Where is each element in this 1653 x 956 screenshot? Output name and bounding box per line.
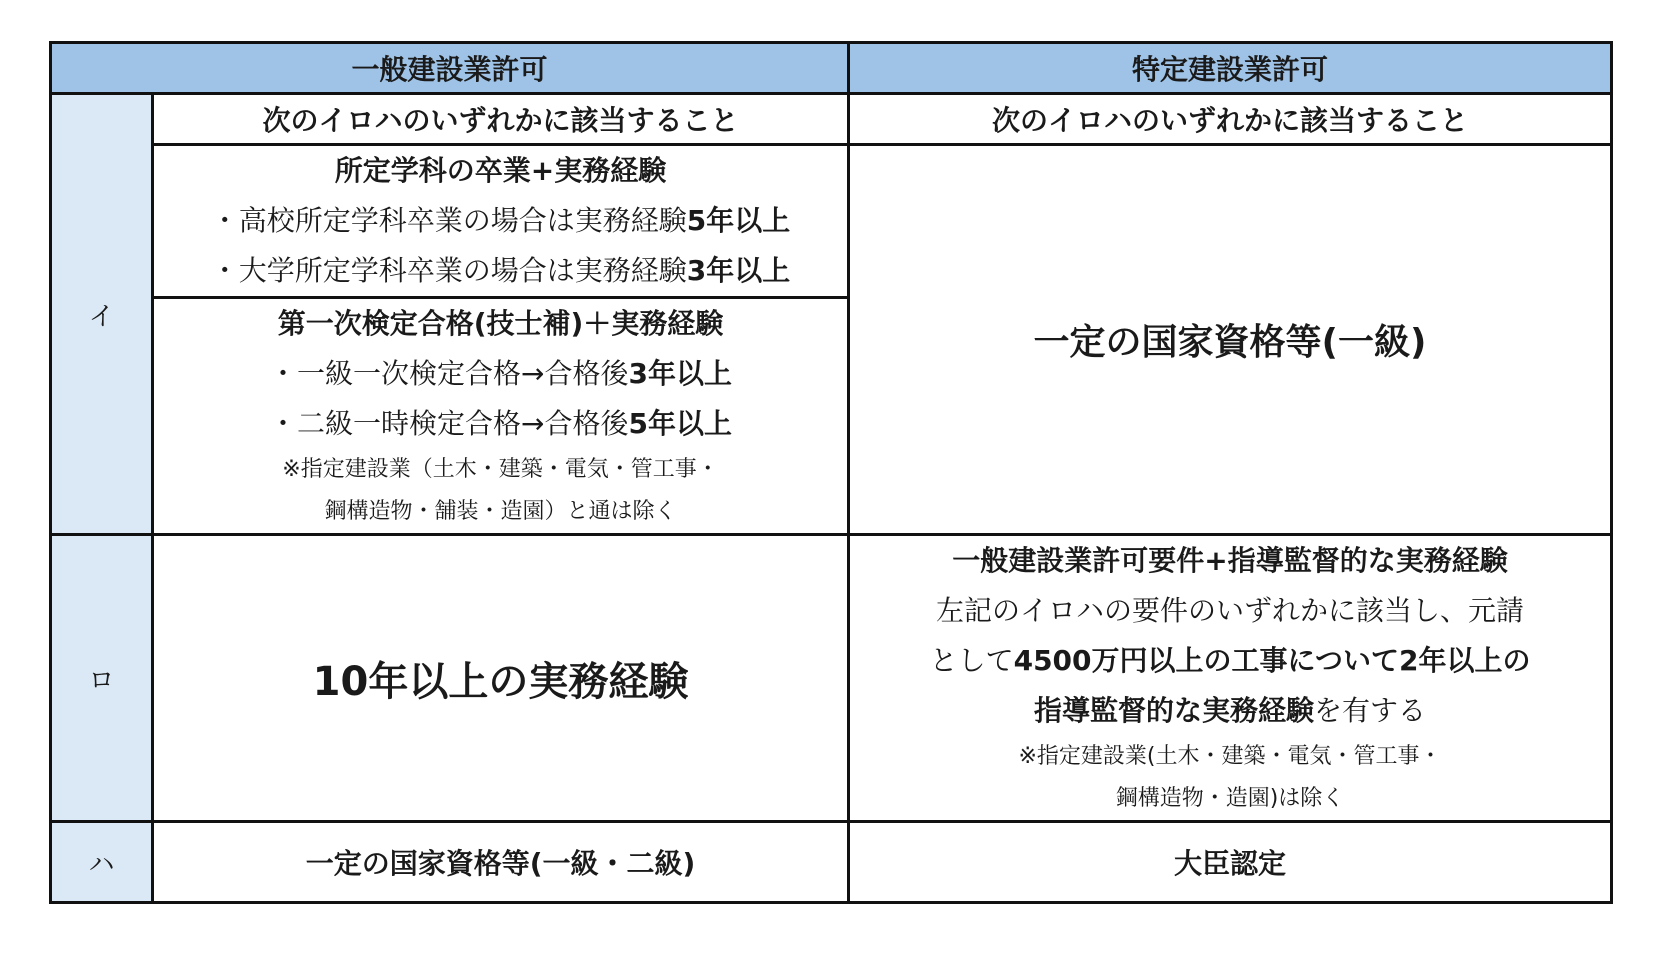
general-i-exam-block [153, 298, 849, 535]
special-ro-note2: 鋼構造物・造園)は除く [1115, 786, 1345, 811]
special-ro-line3-text: を有する [1314, 694, 1427, 727]
exam-note-line2: 鋼構造物・舗装・造園）と通は除く [324, 499, 677, 524]
special-ro-block [849, 535, 1612, 822]
special-i-national-qualification: 一定の国家資格等(一級) [849, 145, 1612, 535]
general-license-header: 一般建設業許可 [51, 43, 849, 94]
special-ro-line2-bold: 4500万円以上の工事について2年以上の [1013, 644, 1531, 677]
requirements-table [49, 41, 1613, 904]
exam-line-second-grade-years: 5年以上 [628, 407, 732, 440]
special-intro: 次のイロハのいずれかに該当すること [849, 94, 1612, 145]
exam-note-line1: ※指定建設業（土木・建築・電気・管工事・ [282, 457, 719, 482]
row-label-ha: ハ [51, 822, 153, 903]
special-license-header: 特定建設業許可 [849, 43, 1612, 94]
exam-line-second-grade-text: ・二級一時検定合格→合格後 [269, 407, 629, 440]
education-line-university-text: ・大学所定学科卒業の場合は実務経験 [210, 254, 687, 287]
education-line-university [154, 246, 847, 296]
exam-line-first-grade-text: ・一級一次検定合格→合格後 [269, 357, 629, 390]
special-ro-line3-bold: 指導監督的な実務経験 [1034, 694, 1315, 727]
exam-line-first-grade [154, 349, 847, 399]
education-block-title: 所定学科の卒業+実務経験 [334, 154, 667, 187]
special-ro-line2-text: として [929, 644, 1014, 677]
exam-block-title: 第一次検定合格(技士補)＋実務経験 [277, 307, 724, 340]
general-ro-experience: 10年以上の実務経験 [153, 535, 849, 822]
row-label-ro: ロ [51, 535, 153, 822]
special-ha-minister-approval: 大臣認定 [849, 822, 1612, 903]
special-ro-line1: 左記のイロハの要件のいずれかに該当し、元請 [936, 594, 1525, 627]
education-line-highschool-years: 5年以上 [686, 204, 791, 237]
education-line-university-years: 3年以上 [686, 254, 791, 287]
education-line-highschool [154, 196, 847, 246]
special-ro-line3 [850, 686, 1610, 736]
row-label-i: イ [51, 94, 153, 535]
exam-line-second-grade [154, 399, 847, 449]
exam-line-first-grade-years: 3年以上 [628, 357, 732, 390]
education-line-highschool-text: ・高校所定学科卒業の場合は実務経験 [210, 204, 687, 237]
special-ro-note1: ※指定建設業(土木・建築・電気・管工事・ [1018, 744, 1442, 769]
general-intro: 次のイロハのいずれかに該当すること [153, 94, 849, 145]
general-ha-qualification: 一定の国家資格等(一級・二級) [153, 822, 849, 903]
general-i-education-block [153, 145, 849, 298]
special-ro-title: 一般建設業許可要件+指導監督的な実務経験 [952, 544, 1508, 577]
special-ro-line2 [850, 636, 1610, 686]
